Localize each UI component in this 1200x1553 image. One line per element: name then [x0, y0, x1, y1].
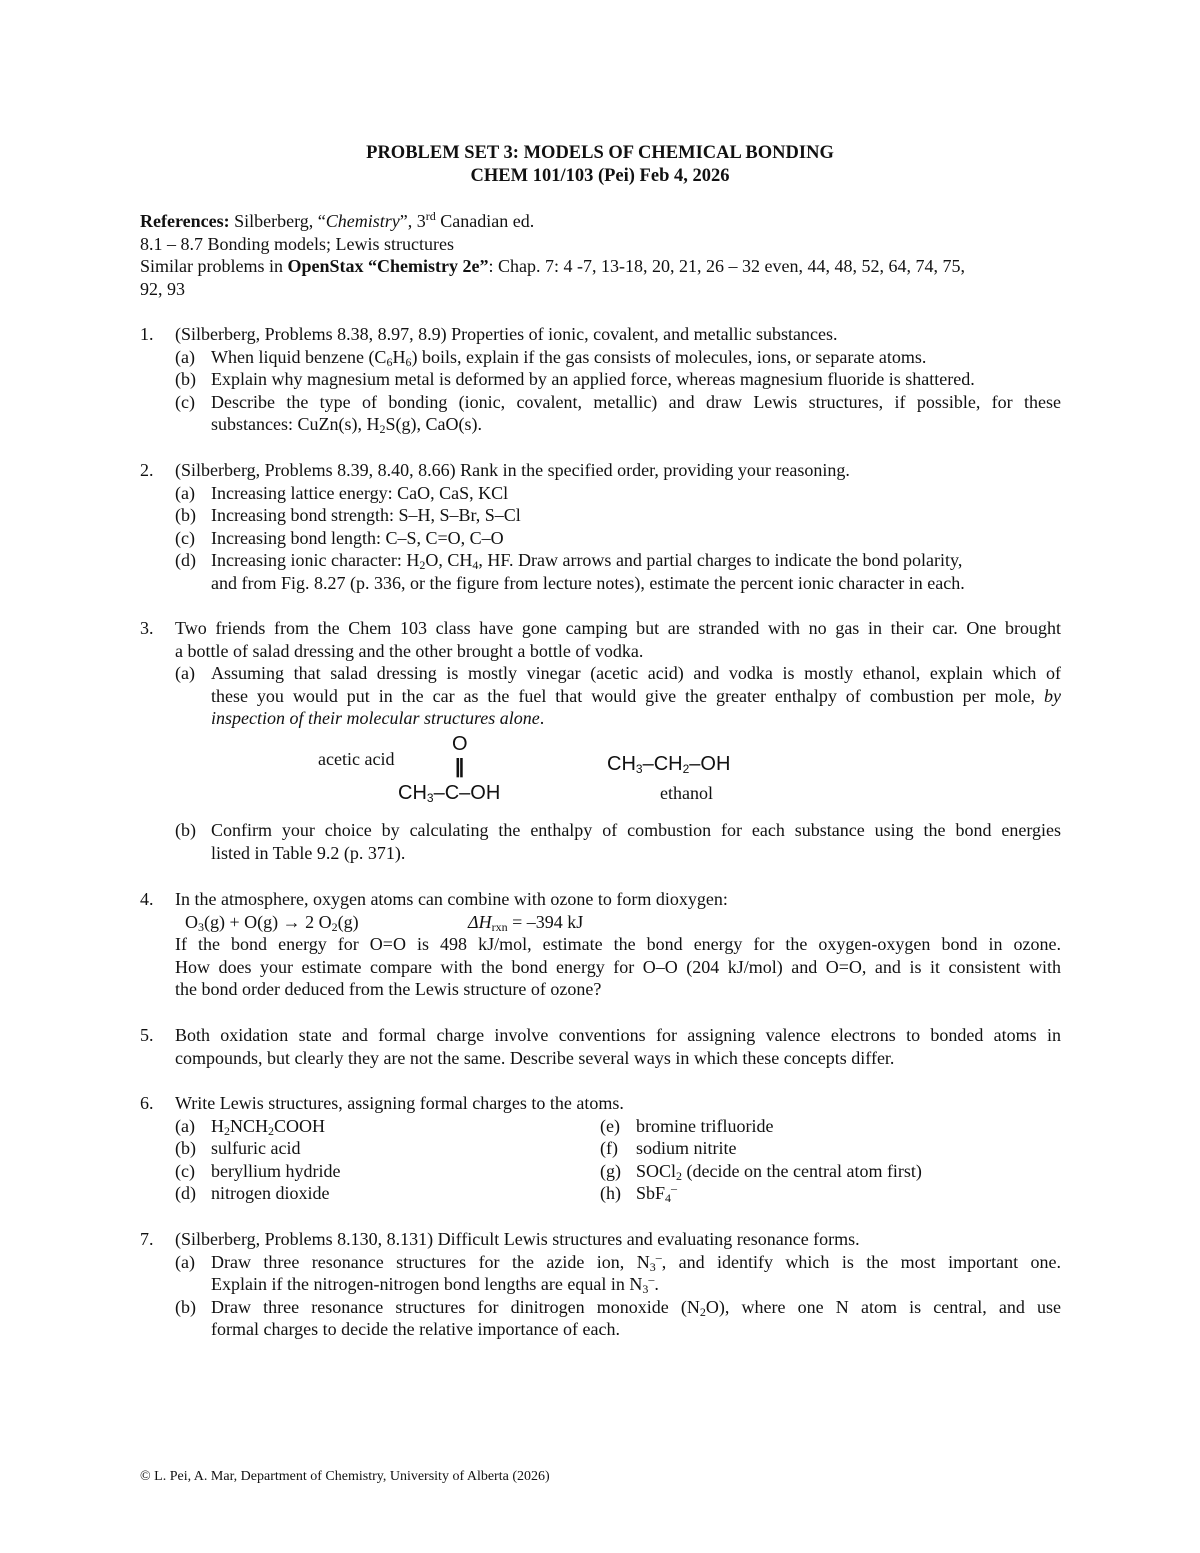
question-6b: (b) sulfuric acid — [175, 1138, 301, 1159]
question-3b-wrap — [175, 819, 1061, 864]
references-sections: 8.1 – 8.7 Bonding models; Lewis structures — [140, 233, 454, 254]
carbonyl-oxygen: O — [452, 733, 468, 755]
question-4-number: 4. — [140, 889, 154, 909]
question-1 — [175, 323, 1061, 436]
ethanol-formula: $CH_3-CH_2-OH$ — [607, 753, 731, 776]
question-6e: (e) bromine trifluoride — [600, 1115, 774, 1136]
question-7-number: 7. — [140, 1229, 154, 1249]
question-3a: (a) Assuming that salad dressing is mostly vinegar (acetic acid) and vodka is mostly ethanol, explain which of these you would put in the car as the fuel that would give the greater enthalpy of combustion per mole, by inspection of their molecular structures alone. — [175, 663, 1061, 729]
copyright-footer: © L. Pei, A. Mar, Department of Chemistry, University of Alberta (2026) — [140, 1469, 550, 1484]
similar-problems: Similar problems in OpenStax “Chemistry 2e”: Chap. 7: 4 -7, 13-18, 20, 21, 26 – 32 even, 44, 48, 52, 64, 74, 75, — [140, 256, 965, 277]
ozone-equation: $O_3(g) + O(g) \to 2$ $O_2(g)$ $\Delta H_{rxn} = -394$ kJ — [185, 911, 584, 934]
question-6f: (f) sodium nitrite — [600, 1138, 737, 1159]
acetic-acid-label: acetic acid — [318, 749, 395, 769]
question-3b: (b) Confirm your choice by calculating the enthalpy of combustion for each substance using the bond energies listed in Table 9.2 (p. 371). — [175, 820, 1061, 863]
question-1b: (b) Explain why magnesium metal is deformed by an applied force, whereas magnesium fluoride is shattered. — [175, 369, 975, 390]
question-1a: (a) When liquid benzene $(C_6H_6)$ boils, explain if the gas consists of molecules, ions, or separate atoms. — [175, 346, 927, 369]
references-section — [140, 210, 1062, 300]
question-1c: (c) Describe the type of bonding (ionic, covalent, metallic) and draw Lewis structures, if possible, for these substances: CuZn(s), $H_2S(g)$, CaO(s). — [175, 391, 1061, 437]
question-7 — [175, 1228, 1061, 1341]
question-7-stem: (Silberberg, Problems 8.130, 8.131) Difficult Lewis structures and evaluating resonance forms. — [175, 1229, 860, 1249]
course-subtitle: CHEM 101/103 (Pei) Feb 4, 2026 — [470, 166, 730, 186]
references-line: References: Silberberg, “Chemistry”, 3rd Canadian ed. — [140, 209, 535, 231]
question-1-stem: (Silberberg, Problems 8.38, 8.97, 8.9) Properties of ionic, covalent, and metallic substances. — [175, 324, 838, 344]
question-2d: (d) Increasing ionic character: $H_2O$, $CH_4$, HF. Draw arrows and partial charges to indicate the bond polarity, and from Fig. 8.27 (p. 336, or the figure from lecture notes), estimate the percent ionic character in each. — [175, 550, 965, 593]
question-2-number: 2. — [140, 460, 154, 480]
question-4-stem: In the atmosphere, oxygen atoms can combine with ozone to form dioxygen: — [175, 889, 728, 909]
question-3-stem: Two friends from the Chem 103 class have gone camping but are stranded with no gas in their car. One brought — [175, 618, 1061, 638]
question-6d: (d) nitrogen dioxide — [175, 1183, 330, 1204]
question-2c: (c) Increasing bond length: C–S, C=O, C–O — [175, 527, 504, 548]
book-title: Chemistry — [325, 211, 400, 231]
question-1-number: 1. — [140, 324, 154, 344]
question-6-number: 6. — [140, 1093, 154, 1113]
question-4: In the atmosphere, oxygen atoms can combine with ozone to form dioxygen: $O_3(g) + O(g) \to 2$ $O_2(g)$ $\Delta H_{rxn} = -394$ kJ If the bond energy for O=O is 498 kJ/mol, estimate the bond energy for the oxygen-oxygen bond in ozone. How does your estimate compare with the bond energy for O–O (204 kJ/mol) and O=O, and is it consistent with the bond order deduced from the Lewis structure of ozone? — [175, 889, 1061, 1000]
question-5: Both oxidation state and formal charge involve conventions for assigning valence electrons to bonded atoms in compounds, but clearly they are not the same. Describe several ways in which these concepts differ. — [175, 1025, 1061, 1068]
question-6c: (c) beryllium hydride — [175, 1160, 341, 1181]
question-7a: (a) Draw three resonance structures for the azide ion, $N_3^-$, and identify which is the most important one. Explain if the nitrogen-nitrogen bond lengths are equal in $N_3^-$. — [175, 1249, 1061, 1297]
question-5-number: 5. — [140, 1025, 154, 1045]
question-2 — [175, 459, 1061, 595]
references-label: References: — [140, 211, 230, 231]
acetic-acid-formula: $CH_3-C-OH$ — [398, 782, 501, 805]
question-2b: (b) Increasing bond strength: S–H, S–Br, S–Cl — [175, 505, 521, 526]
question-2-stem: (Silberberg, Problems 8.39, 8.40, 8.66) Rank in the specified order, providing your reasoning. — [175, 460, 850, 480]
double-bond: || — [455, 756, 463, 778]
similar-problems-cont: 92, 93 — [140, 278, 185, 299]
question-2a: (a) Increasing lattice energy: CaO, CaS, KCl — [175, 482, 509, 503]
ethanol-label: ethanol — [660, 783, 713, 803]
question-6a: (a) $H_2NCH_2COOH$ — [175, 1115, 326, 1138]
question-6-stem: Write Lewis structures, assigning formal charges to the atoms. — [175, 1093, 624, 1113]
question-6h: (h) SbF$_4$– — [600, 1181, 678, 1206]
question-6-right-column — [600, 1115, 922, 1205]
question-7b: (b) Draw three resonance structures for dinitrogen monoxide $(N_2O)$, where one N atom is central, and use formal charges to decide the relative importance of each. — [175, 1296, 1061, 1340]
question-6g: (g) SOCl$_2$ (decide on the central atom first) — [600, 1160, 922, 1183]
question-3: Two friends from the Chem 103 class have gone camping but are stranded with no gas in their car. One brought a bottle of salad dressing and the other brought a bottle of vodka. (a) Assuming that salad dressing is mostly vinegar (acetic acid) and vodka is mostly ethanol, explain which of these you would put in the car as the fuel that would give the greater enthalpy of combustion per mole, by inspection of their molecular structures alone. — [175, 618, 1061, 729]
enthalpy-value: $\Delta H_{rxn} = -394$ kJ — [468, 911, 584, 934]
page-title: PROBLEM SET 3: MODELS OF CHEMICAL BONDING — [366, 143, 834, 163]
question-3-number: 3. — [140, 618, 154, 638]
